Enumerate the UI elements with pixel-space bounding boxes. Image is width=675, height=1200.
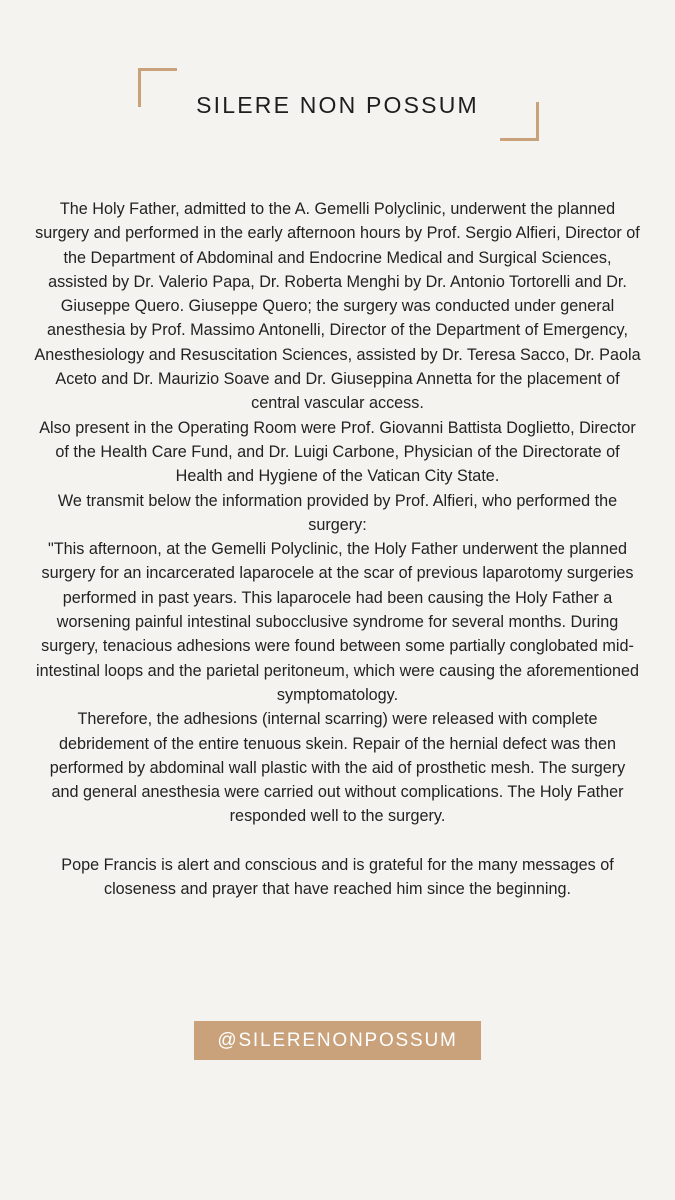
- paragraph-pope-condition: Pope Francis is alert and conscious and is grateful for the many messages of closeness and prayer that have reached him since the beginning.: [61, 856, 614, 899]
- paragraph-procedure-outcome: Therefore, the adhesions (internal scarring) were released with complete debridement of the entire tenuous skein. Repair of the hernial defect was then performed by abdominal wall plastic with the aid of prosthetic mesh. The surgery and general anesthesia were carried out without complications. The Holy Father responded well to the surgery.: [49, 710, 626, 826]
- page-title: SILERE NON POSSUM: [196, 92, 479, 118]
- corner-bracket-bottom-right: [500, 102, 539, 141]
- paragraph-surgery-team: The Holy Father, admitted to the A. Gemelli Polyclinic, underwent the planned surgery and performed in the early afternoon hours by Prof. Sergio Alfieri, Director of the Department of Abdominal and Endocrine Medical and Surgical Sciences, assisted by Dr. Valerio Papa, Dr. Roberta Menghi by Dr. Antonio Tortorelli and Dr. Giuseppe Quero. Giuseppe Quero; the surgery was conducted under general anesthesia by Prof. Massimo Antonelli, Director of the Department of Emergency, Anesthesiology and Resuscitation Sciences, assisted by Dr. Teresa Sacco, Dr. Paola Aceto and Dr. Maurizio Soave and Dr. Giuseppina Annetta for the placement of central vascular access.: [34, 200, 641, 413]
- statement-body: [34, 197, 641, 902]
- paragraph-also-present: Also present in the Operating Room were Prof. Giovanni Battista Doglietto, Director of the Health Care Fund, and Dr. Luigi Carbone, Physician of the Directorate of Health and Hygiene of the Vatican City State.: [39, 418, 636, 486]
- paragraph-transmit-info: We transmit below the information provided by Prof. Alfieri, who performed the surgery:: [57, 491, 618, 534]
- social-handle-badge: @SILERENONPOSSUM: [194, 1021, 481, 1060]
- paragraph-surgeon-quote: "This afternoon, at the Gemelli Polyclinic, the Holy Father underwent the planned surgery for an incarcerated laparocele at the scar of previous laparotomy surgeries performed in past years. This laparocele had been causing the Holy Father a worsening painful intestinal subocclusive syndrome for several months. During surgery, tenacious adhesions were found between some partially conglobated mid-intestinal loops and the parietal peritoneum, which were causing the aforementioned symptomatology.: [36, 540, 639, 704]
